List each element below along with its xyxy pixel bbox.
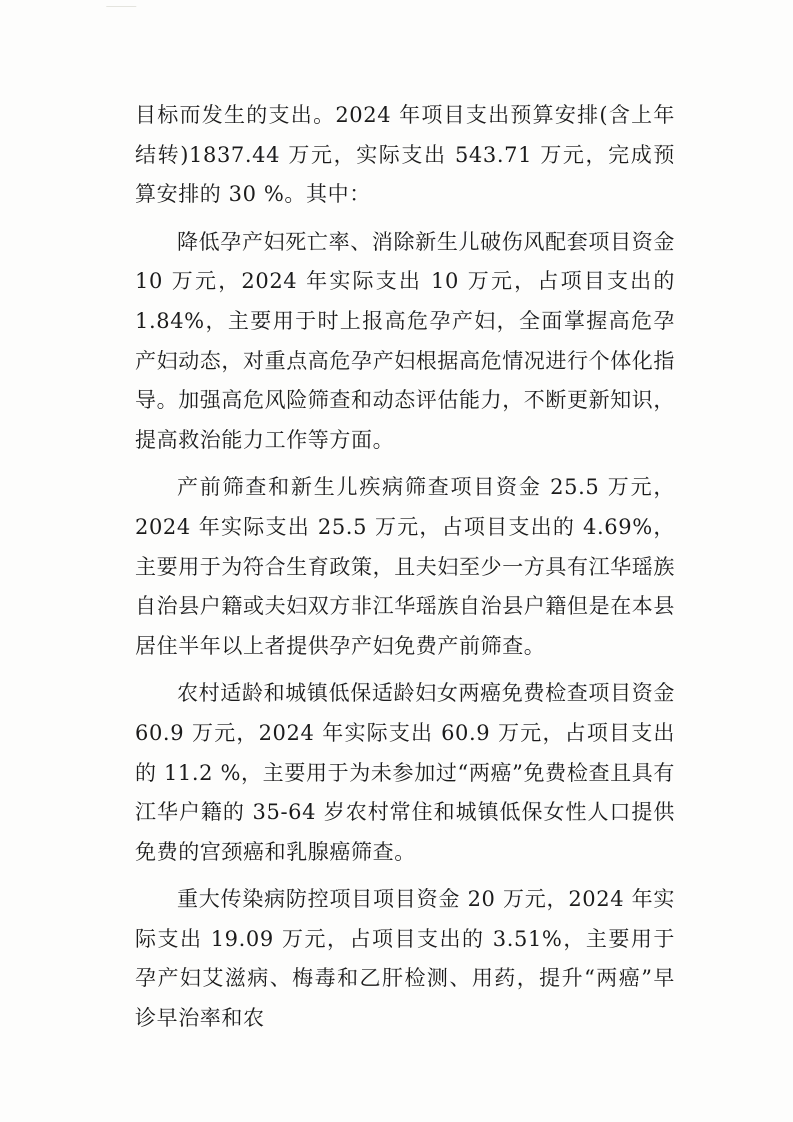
paragraph-infectious-disease-project: 重大传染病防控项目项目资金 20 万元，2024 年实际支出 19.09 万元，占项目支出的 3.51%，主要用于孕产妇艾滋病、梅毒和乙肝检测、用药，提升“两癌”早诊早治率和农 — [135, 887, 675, 1031]
document-body — [135, 96, 675, 1047]
scan-edge-mark — [106, 0, 140, 7]
paragraph-budget-summary: 目标而发生的支出。2024 年项目支出预算安排(含上年结转)1837.44 万元，实际支出 543.71 万元，完成预算安排的 30 %。其中： — [135, 103, 675, 207]
paragraph-maternal-mortality-project: 降低孕产妇死亡率、消除新生儿破伤风配套项目资金 10 万元，2024 年实际支出 10 万元，占项目支出的 1.84%，主要用于时上报高危孕产妇，全面掌握高危孕产妇动态，对重点高危孕产妇根据高危情况进行个体化指导。加强高危风险筛查和动态评估能力，不断更新知识，提高救治能力工作等方面。 — [135, 229, 675, 452]
paragraph-two-cancers-screening-project: 农村适龄和城镇低保适龄妇女两癌免费检查项目资金 60.9 万元，2024 年实际支出 60.9 万元，占项目支出的 11.2 %，主要用于为未参加过“两癌”免费检查且具有江华户籍的 35-64 岁农村常住和城镇低保女性人口提供免费的宫颈癌和乳腺癌筛查。 — [135, 681, 675, 864]
paragraph-prenatal-screening-project: 产前筛查和新生儿疾病筛查项目资金 25.5 万元，2024 年实际支出 25.5 万元，占项目支出的 4.69%，主要用于为符合生育政策，且夫妇至少一方具有江华瑶族自治县户籍或夫妇双方非江华瑶族自治县户籍但是在本县居住半年以上者提供孕产妇免费产前筛查。 — [135, 475, 675, 658]
